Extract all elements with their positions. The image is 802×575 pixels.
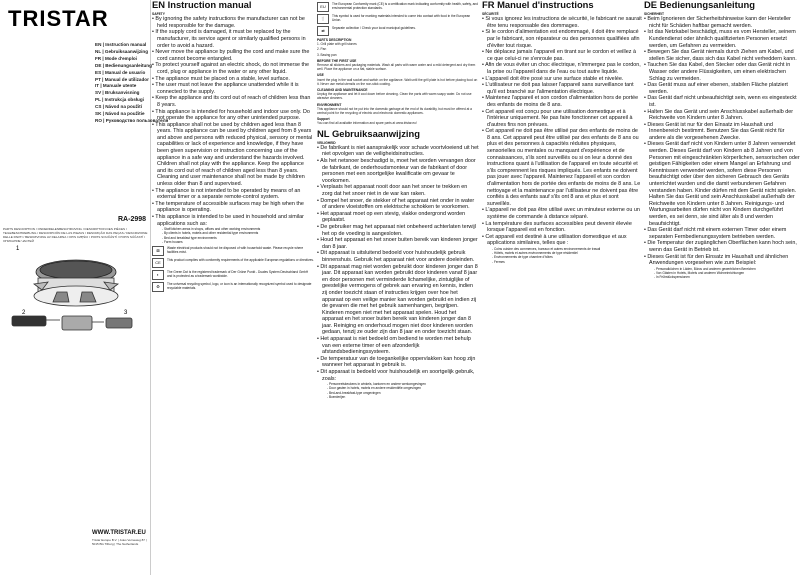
- fr-bullet: • Ne déplacez jamais l'appareil en tirant sur le cordon et veillez à ce que celui-ci ne s'enroule pas.: [482, 49, 636, 62]
- recycle-icon: ♻: [152, 282, 164, 292]
- en-before-text: Remove all stickers and packaging materials. Wash all parts with warm water and a mild detergent and dry them well. Place the appliance on a flat, stable surface.: [317, 63, 476, 72]
- en-use-text: Insert the plug in the wall socket and switch on the appliance. Wait until the grill plate is hot before placing food on it. Never use metal utensils on the non-stick coating.: [317, 77, 478, 86]
- diagram-label-2: 2: [22, 310, 26, 316]
- en-part-item: 3. Basing pan: [317, 52, 337, 57]
- en-clean-heading: CLEANING AND MAINTENANCE: [317, 88, 368, 93]
- de-bullet: • Ist das Netzkabel beschädigt, muss es vom Hersteller, seinem Kundendienst oder ähnlich qualifizierten Personen ersetzt werden, um Gefahren zu vermeiden.: [644, 29, 796, 49]
- en-parts-heading: PARTS DESCRIPTION: [317, 38, 352, 42]
- nl-bullet: • Dit apparaat mag niet worden gebruikt door kinderen jonger dan 8 jaar. Dit apparaat kan worden gebruikt door kinderen vanaf 8 jaar en door personen met verminderde lichamelijke, zintuiglijke of geestelijke vermogens of gebrek aan ervaring en kennis, indien zij onder toezicht staan of instructies krijgen over hoe het apparaat op een veilige manier kan worden gebruikt en indien zij de gevaren die met het gebruik samenhangen, begrijpen. Kinderen mogen niet met het apparaat spelen. Houd het apparaat en het snoer buiten bereik van kinderen jonger dan 8 jaar. Reiniging en onderhoud mogen niet door kinderen worden gedaan, tenzij ze ouder zijn dan 8 jaar en onder toezicht staan.: [317, 263, 478, 336]
- food-contact-row: 🍴 This symbol is used for marking materials intended to come into contact with food in the European Union.: [317, 14, 479, 24]
- ce-symbol-row: CE This product complies with conformity requirements of the applicable European regulations or directives.: [152, 258, 314, 268]
- en-use-heading: USE: [317, 73, 324, 78]
- en-bullet: • By ignoring the safety instructions the manufacturer can not be held responsible for the damage.: [152, 16, 305, 29]
- en-section: [152, 0, 314, 575]
- de-bullet: • Das Gerät darf nicht unbeaufsichtigt sein, wenn es eingesteckt ist.: [644, 95, 797, 108]
- en-bullet: • The temperature of accessible surfaces may be high when the appliance is operating.: [152, 200, 304, 214]
- fr-bullet: • L'utilisateur ne doit pas laisser l'appareil sans surveillance tant qu'il est branché sur l'alimentation électrique.: [482, 82, 634, 95]
- fr-bullet: • Si le cordon d'alimentation est endommagé, il doit être remplacé par le fabricant, son réparateur ou des personnes qualifiées afin d'éviter tout risque.: [482, 29, 640, 49]
- en-support-heading: Support: [317, 117, 330, 122]
- glass-fork-icon: 🍴: [317, 14, 329, 24]
- en-bullet: • This appliance is intended to be used in household and similar applications such as:: [152, 214, 304, 227]
- en-env-heading: ENVIRONMENT: [317, 102, 342, 107]
- nl-bullet: • Het apparaat moet op een stevig, vlakke ondergrond worden geplaatst.: [317, 210, 466, 224]
- de-bullet: • Die Temperatur der zugänglichen Oberflächen kann hoch sein, wenn das Gerät in Betrieb ist.: [644, 240, 797, 253]
- nl-list-item: - Personeelskeukens in winkels, kantoren en andere werkomgevingen: [327, 382, 426, 387]
- de-bullet: • Dieses Gerät darf nicht von Kindern unter 8 Jahren verwendet werden. Dieses Gerät darf von Kindern ab 8 Jahren und von Personen mit eingeschränkten körperlichen, sensorischen oder geistigen Fähigkeiten oder einem Mangel an Erfahrung und Kenntnissen verwendet werden, sofern diese Personen beaufsichtigt oder über den sicheren Gebrauch des Geräts unterrichtet wurden und die damit verbundenen Gefahren verstanden haben. Kinder dürfen mit dem Gerät nicht spielen. Halten Sie das Gerät und sein Anschlusskabel außerhalb der Reichweite von Kindern unter 8 Jahren. Reinigungs- und Wartungsarbeiten dürfen nicht von Kindern durchgeführt werden, es sei denn, sie sind älter als 8 und werden beaufsichtigt.: [644, 141, 800, 227]
- en-part-item: 1. Grill plate with grill stones: [317, 42, 357, 47]
- nl-bullet: • Dit apparaat is bedoeld voor huishoudelijk en soortgelijk gebruik, zoals:: [317, 369, 475, 382]
- fr-list-item: - Hôtels, motels et autres environnements de type résidentiel: [492, 251, 578, 256]
- fr-bullet: • Cet appareil ne doit pas être utilisé par des enfants de moins de 8 ans. Cet appareil peut être utilisé par des enfants de 8 ans ou plus et des personnes à capacités réduites physiques, sensorielles ou mentales ou manquant d'expérience et de connaissances, s'ils sont surveillés ou si on leur a donné des instructions quant à l'utilisation de l'appareil en toute sécurité et s'ils comprennent les risques impliqués. Les enfants ne doivent pas jouer avec l'appareil. Maintenez l'appareil et son cordon d'alimentation hors de portée des enfants de moins de 8 ans. Le nettoyage et la maintenance par l'utilisateur ne doivent pas être confiés à des enfants sauf s'ils ont 8 ans et plus et sont surveillés.: [482, 128, 641, 207]
- fr-bullet: • Maintenez l'appareil et son cordon d'alimentation hors de portée des enfants de moins de 8 ans.: [482, 95, 639, 108]
- en-code: EN: [152, 0, 166, 10]
- nl-bullet: • Als het netsnoer beschadigd is, moet het worden vervangen door de fabrikant, de onderhoudsmonteur van de fabrikant of door personen met een soortgelijke kwalificatie om gevaar te voorkomen.: [317, 158, 476, 184]
- de-bullet: • Tauchen Sie das Kabel, den Stecker oder das Gerät nicht in Wasser oder andere Flüssigkeiten, um einen elektrischen Schlag zu vermeiden.: [644, 62, 791, 82]
- language-item[interactable]: ES | Manual de usuario: [95, 69, 146, 75]
- nl-bullet: • Het apparaat is niet bedoeld om bediend te worden met behulp van een externe timer of een afzonderlijk afstandsbedieningssysteem.: [317, 336, 471, 356]
- fr-bullet: • Cet appareil est destiné à une utilisation domestique et aux applications similaires, telles que :: [482, 233, 627, 247]
- en-heading: [152, 0, 314, 10]
- language-list: [95, 42, 169, 125]
- en-bullet: • To protect yourself against an electric shock, do not immerse the cord, plug or appliance in the water or any other liquid.: [152, 62, 310, 75]
- en-list-item: - By clients in hotels, motels and other residential type environments: [162, 231, 259, 236]
- fr-title: Manuel d'instructions: [497, 0, 594, 10]
- en-list-item: - Farm houses: [162, 239, 183, 244]
- en-env-text: This appliance should not be put into the domestic garbage at the end of its durability, but must be offered at a central point for the recycling of electric and electronic domestic appliances.: [317, 106, 472, 116]
- language-item[interactable]: PL | Instrukcja obsługi: [95, 97, 144, 103]
- diagram-label-3: 3: [124, 310, 128, 316]
- fr-section: [482, 0, 642, 575]
- de-safety-heading: SICHERHEIT: [644, 12, 664, 16]
- de-bullet: • Dieses Gerät ist für den Einsatz im Haushalt und ähnlichen Anwendungen vorgesehen wie zum Beispiel:: [644, 253, 789, 267]
- green-dot-icon: ◐: [152, 270, 164, 280]
- de-section: [644, 0, 802, 575]
- nl-bullet: • Verplaats het apparaat nooit door aan het snoer te trekken en zorg dat het snoer niet in de war kan raken.: [317, 184, 468, 198]
- language-item[interactable]: PT | Manual de utilizador: [95, 76, 149, 82]
- en-support-text: You can find all available information and spare parts at www.tristar.eu!: [317, 121, 417, 126]
- fr-bullet: • La température des surfaces accessibles peut devenir élevée lorsque l'appareil est en fonction.: [482, 220, 632, 234]
- fr-bullet: • L'appareil ne doit pas être utilisé avec un minuteur externe ou un système de commande à distance séparé.: [482, 207, 640, 221]
- weee-bin-icon: ⊠: [152, 246, 164, 256]
- nl-bullet: • De fabrikant is niet aansprakelijk voor schade voortvloeiend uit het niet opvolgen van de veiligheidsinstructies.: [317, 144, 479, 158]
- en-bullet: • The user must not leave the appliance unattended while it is connected to the supply.: [152, 82, 299, 95]
- en-bullet: • This appliance is intended for household and indoor use only. Do not operate the appliance for any other unintended purpose.: [152, 108, 310, 122]
- fr-list-item: - Fermes: [492, 259, 505, 264]
- de-list-item: - Von Gästen in Hotels, Motels und anderen Wohneinrichtungen: [654, 270, 745, 275]
- de-bullet: • Beim Ignorieren der Sicherheitshinweise kann der Hersteller nicht für Schäden haftbar gemacht werden.: [644, 16, 791, 29]
- fr-bullet: • Si vous ignorez les instructions de sécurité, le fabricant ne saurait être tenu responsable des dommages.: [482, 16, 642, 29]
- fr-list-item: - Environnements de type chambre d'hôtes: [492, 255, 553, 260]
- en-before-heading: BEFORE THE FIRST USE: [317, 58, 357, 63]
- recycle-row: ♻ The universal recycling symbol, logo, or icon is an internationally recognized symbol used to designate recyclable materials.: [152, 282, 314, 292]
- model-number: RA-2998: [118, 216, 147, 223]
- nl-heading: [317, 129, 479, 139]
- language-item[interactable]: SV | Bruksanvisning: [95, 90, 140, 96]
- en-bullet: • The appliance must be placed on a stable, level surface.: [152, 75, 290, 82]
- eu-conformity-row: EU The European Conformity mark (CE) is a certification mark indicating conformity with health, safety, and environmental protection standards.: [317, 2, 479, 12]
- eu-mark-icon: EU: [317, 2, 329, 12]
- language-item[interactable]: FR | Mode d'emploi: [95, 55, 137, 61]
- en-list-item: - Staff kitchen areas in shops, offices and other working environments: [162, 227, 261, 232]
- en-part-item: 2. Pan: [317, 47, 327, 52]
- en-bullet: • If the supply cord is damaged, it must be replaced by the manufacturer, its service agent or similarly qualified persons in order to avoid a hazard.: [152, 29, 306, 49]
- en-bullet: • The appliance is not intended to be operated by means of an external timer or a separate remote-control system.: [152, 187, 301, 201]
- fr-bullet: • Afin de vous éviter un choc électrique, n'immergez pas le cordon, la prise ou l'appareil dans de l'eau ou tout autre liquide.: [482, 62, 641, 75]
- en-bullet: • Keep the appliance and its cord out of reach of children less than 8 years.: [152, 95, 311, 108]
- language-item[interactable]: IT | Manuale utente: [95, 83, 137, 89]
- fr-list-item: - Coins cuisine des commerces, bureaux et autres environnements de travail: [492, 246, 601, 251]
- en-safety-heading: SAFETY: [152, 12, 166, 16]
- product-diagram: [2, 242, 148, 347]
- de-bullet: • Das Gerät muss auf einer ebenen, stabilen Fläche platziert werden.: [644, 82, 788, 95]
- de-bullet: • Bewegen Sie das Gerät niemals durch Ziehen am Kabel, und stellen Sie sicher, dass sich das Kabel nicht verheddern kann.: [644, 49, 797, 62]
- nl-bullet: • De temperatuur van de toegankelijke oppervlakken kan hoog zijn wanneer het apparaat in gebruik is.: [317, 355, 476, 369]
- collection-icon: ⇄: [317, 26, 329, 36]
- en-list-item: - Bed and breakfast type environments: [162, 235, 217, 240]
- language-item[interactable]: NL | Gebruiksaanwijzing: [95, 48, 149, 54]
- nl-list-item: - Bed-and-breakfast-type omgevingen: [327, 390, 381, 395]
- nl-bullet: • Dit apparaat is uitsluitend bedoeld voor huishoudelijk gebruik binnenshuis. Gebruik het apparaat niet voor andere doeleinden.: [317, 250, 475, 263]
- fr-bullet: • Cet appareil est conçu pour une utilisation domestique et à l'intérieur uniquement. Ne pas faire fonctionner cet appareil à d'autres fins non prévues.: [482, 108, 633, 128]
- de-bullet: • Dieses Gerät ist nur für den Einsatz im Haushalt und Innenbereich bestimmt. Benutzen Sie das Gerät nicht für andere als die vorgesehenen Zwecke.: [644, 121, 785, 141]
- en-nl-section: [317, 0, 479, 575]
- de-list-item: - Personalküchen in Läden, Büros und anderen gewerblichen Bereichen: [654, 266, 756, 271]
- de-bullet: • Halten Sie das Gerät und sein Anschlusskabel außerhalb der Reichweite von Kindern unter 8 Jahren.: [644, 108, 794, 122]
- diagram-label-1: 1: [16, 246, 20, 252]
- raclette-grill-illustration: [12, 260, 132, 330]
- de-bullet: • Das Gerät darf nicht mit einem externen Timer oder einem separaten Fernbedienungssystem betrieben werden.: [644, 227, 787, 240]
- weee-symbol-row: ⊠ Waste electrical products should not be disposed of with household waste. Please recycle where facilities exist.: [152, 246, 314, 256]
- en-clean-text: Unplug the appliance and let it cool down before cleaning. Clean the parts with warm soapy water. Do not use abrasive cleaners.: [317, 92, 472, 101]
- nl-bullet: • Houd het apparaat en het snoer buiten bereik van kinderen jonger dan 8 jaar.: [317, 237, 478, 250]
- language-item[interactable]: EN | Instruction manual: [95, 42, 147, 47]
- parts-description-header: PARTS DESCRIPTION / ONDERDELENBESCHRIJVING / DESCRIPTION DES PIÈCES / TEILEBESCHREIBUNG / DESCRIPCIÓN DE LAS PIEZAS / DESCRIÇÃO DAS PEÇAS / DESCRIZIONE DELLE PARTI / BESKRIVNING AV DELARNA / OPIS CZĘŚCI / POPIS SOUČÁSTÍ / POPIS SÚČASTÍ / ОПИСАНИЕ ЧАСТЕЙ: [3, 227, 148, 244]
- en-title: Instruction manual: [167, 0, 252, 10]
- language-item[interactable]: RO | Руководство пользователя: [95, 117, 169, 123]
- fr-safety-heading: SÉCURITÉ: [482, 12, 499, 16]
- fr-bullet: • L'appareil doit être posé sur une surface stable et nivelée.: [482, 75, 624, 82]
- brand-logo: TRISTAR: [8, 6, 109, 31]
- website-link[interactable]: WWW.TRISTAR.EU: [92, 530, 146, 536]
- nl-safety-heading: VEILIGHEID: [317, 140, 336, 145]
- de-heading: [644, 0, 802, 10]
- de-title: Bedienungsanleitung: [659, 0, 755, 10]
- language-item[interactable]: DE | Bedienungsanleitung: [95, 62, 152, 68]
- en-bullet: • Never move the appliance by pulling the cord and make sure the cord cannot become entangled.: [152, 49, 310, 62]
- fr-heading: [482, 0, 642, 10]
- green-dot-row: ◐ The Green Dot is the registered trademark of Der Grüne Punkt - Duales System Deutschland GmbH and is protected as a trademark worldwide.: [152, 270, 314, 280]
- nl-list-item: - Boerderijen: [327, 394, 346, 399]
- de-list-item: - In Frühstückspensionen: [654, 275, 690, 280]
- ce-mark-icon: CE: [152, 258, 164, 268]
- language-item[interactable]: SK | Návod na použitie: [95, 111, 145, 117]
- en-bullet: • This appliance shall not be used by children aged less than 8 years. This appliance can be used by children aged from 8 years and above and persons with reduced physical, sensory or mental capabilities or lack of experience and knowledge, if they have been given supervision or instruction concerning use of the appliance in a safe way and understand the hazards involved. Children shall not play with the appliance. Keep the appliance and its cord out of reach of children aged less than 8 years. Cleaning and user maintenance shall not be made by children unless older than 8 and supervised.: [152, 121, 313, 188]
- de-code: DE: [644, 0, 658, 10]
- company-address: Tristar Europe B.V. | Jules Verneweg 87 | 5015 BG Tilburg | The Netherlands: [92, 538, 147, 546]
- nl-code: NL: [317, 127, 330, 139]
- fr-code: FR: [482, 0, 495, 10]
- nl-bullet: • Dompel het snoer, de stekker of het apparaat niet onder in water of andere vloeistoffen om elektrische schokken te voorkomen.: [317, 197, 475, 211]
- separate-collection-row: ⇄ Separate collection / Check your local municipal guidelines.: [317, 26, 479, 36]
- nl-bullet: • De gebruiker mag het apparaat niet onbeheerd achterlaten terwijl het op de voeding is aangesloten.: [317, 223, 476, 237]
- language-item[interactable]: CS | Návod na použití: [95, 104, 142, 110]
- nl-list-item: - Door gasten in hotels, motels en andere residentiële omgevingen: [327, 386, 421, 391]
- nl-title: Gebruiksaanwijzing: [331, 127, 420, 139]
